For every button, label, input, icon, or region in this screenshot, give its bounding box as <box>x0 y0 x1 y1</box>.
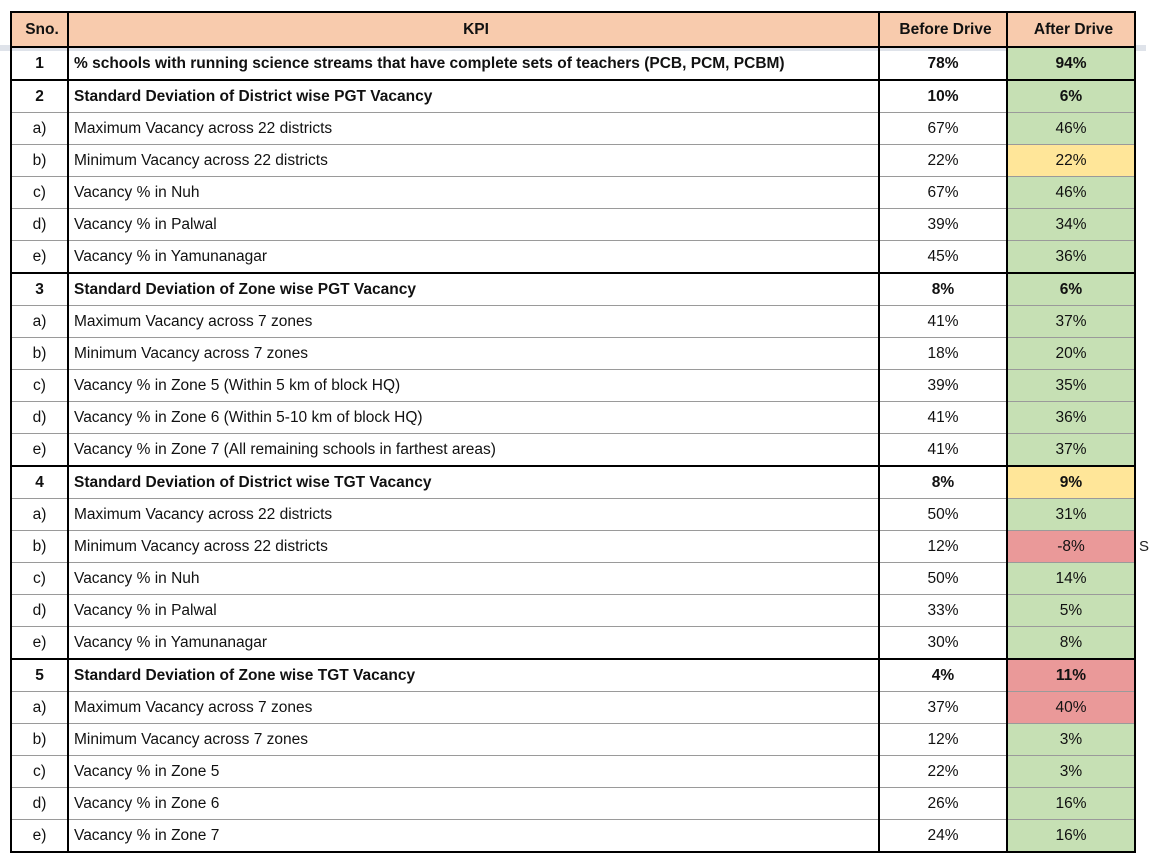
kpi-row-main <box>11 80 1135 113</box>
cell-sno[interactable]: a) <box>11 499 68 531</box>
cell-kpi[interactable]: Minimum Vacancy across 22 districts <box>68 531 879 563</box>
cell-kpi[interactable]: Vacancy % in Palwal <box>68 209 879 241</box>
cell-sno[interactable]: d) <box>11 402 68 434</box>
cell-before-drive[interactable]: 39% <box>879 370 1007 402</box>
cell-after-drive[interactable]: 3% <box>1007 724 1135 756</box>
cell-before-drive[interactable]: 41% <box>879 434 1007 467</box>
kpi-table <box>10 11 1136 853</box>
cell-kpi[interactable]: Vacancy % in Zone 7 <box>68 820 879 853</box>
cell-before-drive[interactable]: 4% <box>879 659 1007 692</box>
kpi-row-sub <box>11 306 1135 338</box>
cell-kpi[interactable]: Vacancy % in Zone 7 (All remaining schools in farthest areas) <box>68 434 879 467</box>
cell-after-drive[interactable]: 36% <box>1007 402 1135 434</box>
cell-kpi[interactable]: Standard Deviation of District wise TGT Vacancy <box>68 466 879 499</box>
cell-sno[interactable]: e) <box>11 820 68 853</box>
cell-kpi[interactable]: Vacancy % in Yamunanagar <box>68 241 879 274</box>
cell-sno[interactable]: a) <box>11 113 68 145</box>
cell-sno[interactable]: b) <box>11 531 68 563</box>
cell-after-drive[interactable]: 5% <box>1007 595 1135 627</box>
cell-before-drive[interactable]: 50% <box>879 563 1007 595</box>
cell-before-drive[interactable]: 26% <box>879 788 1007 820</box>
cell-sno[interactable]: 3 <box>11 273 68 306</box>
cell-before-drive[interactable]: 22% <box>879 756 1007 788</box>
cell-before-drive[interactable]: 39% <box>879 209 1007 241</box>
cell-sno[interactable]: 5 <box>11 659 68 692</box>
cell-before-drive[interactable]: 41% <box>879 306 1007 338</box>
cell-before-drive[interactable]: 12% <box>879 724 1007 756</box>
cell-sno[interactable]: 4 <box>11 466 68 499</box>
cell-sno[interactable]: d) <box>11 209 68 241</box>
cell-after-drive[interactable]: 46% <box>1007 177 1135 209</box>
cell-after-drive[interactable]: 35% <box>1007 370 1135 402</box>
cell-after-drive[interactable]: 11% <box>1007 659 1135 692</box>
cell-kpi[interactable]: Minimum Vacancy across 22 districts <box>68 145 879 177</box>
cell-kpi[interactable]: Maximum Vacancy across 7 zones <box>68 692 879 724</box>
kpi-row-sub <box>11 820 1135 853</box>
cell-before-drive[interactable]: 30% <box>879 627 1007 660</box>
cell-kpi[interactable]: Maximum Vacancy across 22 districts <box>68 113 879 145</box>
cell-after-drive[interactable]: 36% <box>1007 241 1135 274</box>
cell-sno[interactable]: a) <box>11 306 68 338</box>
cell-before-drive[interactable]: 67% <box>879 177 1007 209</box>
cell-kpi[interactable]: Vacancy % in Palwal <box>68 595 879 627</box>
cell-before-drive[interactable]: 8% <box>879 273 1007 306</box>
cell-sno[interactable]: b) <box>11 338 68 370</box>
cell-before-drive[interactable]: 22% <box>879 145 1007 177</box>
kpi-row-sub <box>11 402 1135 434</box>
cell-before-drive[interactable]: 41% <box>879 402 1007 434</box>
cell-kpi[interactable]: Maximum Vacancy across 7 zones <box>68 306 879 338</box>
cell-kpi[interactable]: Vacancy % in Zone 6 (Within 5-10 km of block HQ) <box>68 402 879 434</box>
kpi-row-sub <box>11 209 1135 241</box>
cell-after-drive[interactable]: 16% <box>1007 788 1135 820</box>
cell-after-drive[interactable]: -8% <box>1007 531 1135 563</box>
cell-sno[interactable]: 1 <box>11 47 68 80</box>
kpi-row-sub <box>11 241 1135 274</box>
header-after-drive[interactable]: After Drive <box>1007 12 1135 47</box>
cell-after-drive[interactable]: 3% <box>1007 756 1135 788</box>
cell-before-drive[interactable]: 50% <box>879 499 1007 531</box>
cell-kpi[interactable]: Vacancy % in Yamunanagar <box>68 627 879 660</box>
cell-before-drive[interactable]: 10% <box>879 80 1007 113</box>
cell-kpi[interactable]: Vacancy % in Zone 6 <box>68 788 879 820</box>
cell-before-drive[interactable]: 18% <box>879 338 1007 370</box>
cell-before-drive[interactable]: 67% <box>879 113 1007 145</box>
cell-before-drive[interactable]: 33% <box>879 595 1007 627</box>
cell-kpi[interactable]: Vacancy % in Zone 5 <box>68 756 879 788</box>
kpi-row-main <box>11 659 1135 692</box>
cell-kpi[interactable]: Vacancy % in Nuh <box>68 563 879 595</box>
cell-sno[interactable]: e) <box>11 241 68 274</box>
cell-after-drive[interactable]: 37% <box>1007 306 1135 338</box>
kpi-row-sub <box>11 113 1135 145</box>
kpi-row-sub <box>11 370 1135 402</box>
cell-sno[interactable]: e) <box>11 627 68 660</box>
cell-sno[interactable]: 2 <box>11 80 68 113</box>
cell-before-drive[interactable]: 8% <box>879 466 1007 499</box>
cell-after-drive[interactable]: 40% <box>1007 692 1135 724</box>
cell-after-drive[interactable]: 6% <box>1007 273 1135 306</box>
cell-after-drive[interactable]: 9% <box>1007 466 1135 499</box>
cell-after-drive[interactable]: 20% <box>1007 338 1135 370</box>
cell-after-drive[interactable]: 94% <box>1007 47 1135 80</box>
adjacent-column-text: S <box>1139 538 1149 555</box>
kpi-row-sub <box>11 563 1135 595</box>
cell-sno[interactable]: c) <box>11 563 68 595</box>
cell-kpi[interactable]: % schools with running science streams that have complete sets of teachers (PCB, PCM, PCBM) <box>68 47 879 80</box>
kpi-row-sub <box>11 756 1135 788</box>
cell-after-drive[interactable]: 6% <box>1007 80 1135 113</box>
kpi-row-sub <box>11 338 1135 370</box>
cell-after-drive[interactable]: 14% <box>1007 563 1135 595</box>
cell-sno[interactable]: b) <box>11 145 68 177</box>
cell-after-drive[interactable]: 22% <box>1007 145 1135 177</box>
cell-after-drive[interactable]: 16% <box>1007 820 1135 853</box>
kpi-row-sub <box>11 627 1135 660</box>
cell-kpi[interactable]: Standard Deviation of Zone wise PGT Vacancy <box>68 273 879 306</box>
kpi-row-sub <box>11 692 1135 724</box>
kpi-row-sub <box>11 177 1135 209</box>
cell-kpi[interactable]: Standard Deviation of Zone wise TGT Vacancy <box>68 659 879 692</box>
cell-sno[interactable]: c) <box>11 177 68 209</box>
cell-kpi[interactable]: Vacancy % in Zone 5 (Within 5 km of block HQ) <box>68 370 879 402</box>
cell-after-drive[interactable]: 37% <box>1007 434 1135 467</box>
cell-after-drive[interactable]: 8% <box>1007 627 1135 660</box>
kpi-row-sub <box>11 788 1135 820</box>
cell-kpi[interactable]: Minimum Vacancy across 7 zones <box>68 338 879 370</box>
cell-kpi[interactable]: Minimum Vacancy across 7 zones <box>68 724 879 756</box>
header-row <box>11 12 1135 47</box>
header-before-drive[interactable]: Before Drive <box>879 12 1007 47</box>
cell-before-drive[interactable]: 78% <box>879 47 1007 80</box>
kpi-row-sub <box>11 499 1135 531</box>
cell-after-drive[interactable]: 34% <box>1007 209 1135 241</box>
cell-sno[interactable]: d) <box>11 788 68 820</box>
cell-before-drive[interactable]: 45% <box>879 241 1007 274</box>
kpi-row-main <box>11 273 1135 306</box>
cell-before-drive[interactable]: 37% <box>879 692 1007 724</box>
cell-kpi[interactable]: Vacancy % in Nuh <box>68 177 879 209</box>
cell-kpi[interactable]: Standard Deviation of District wise PGT Vacancy <box>68 80 879 113</box>
kpi-row-main <box>11 466 1135 499</box>
kpi-row-main <box>11 47 1135 80</box>
cell-before-drive[interactable]: 24% <box>879 820 1007 853</box>
kpi-row-sub <box>11 724 1135 756</box>
cell-sno[interactable]: a) <box>11 692 68 724</box>
header-sno[interactable]: Sno. <box>11 12 68 47</box>
cell-kpi[interactable]: Maximum Vacancy across 22 districts <box>68 499 879 531</box>
cell-sno[interactable]: e) <box>11 434 68 467</box>
cell-sno[interactable]: c) <box>11 756 68 788</box>
kpi-row-sub <box>11 434 1135 467</box>
kpi-row-sub <box>11 145 1135 177</box>
header-kpi[interactable]: KPI <box>68 12 879 47</box>
cell-after-drive[interactable]: 31% <box>1007 499 1135 531</box>
cell-sno[interactable]: c) <box>11 370 68 402</box>
cell-sno[interactable]: d) <box>11 595 68 627</box>
cell-before-drive[interactable]: 12% <box>879 531 1007 563</box>
cell-sno[interactable]: b) <box>11 724 68 756</box>
cell-after-drive[interactable]: 46% <box>1007 113 1135 145</box>
kpi-row-sub <box>11 595 1135 627</box>
kpi-row-sub <box>11 531 1135 563</box>
